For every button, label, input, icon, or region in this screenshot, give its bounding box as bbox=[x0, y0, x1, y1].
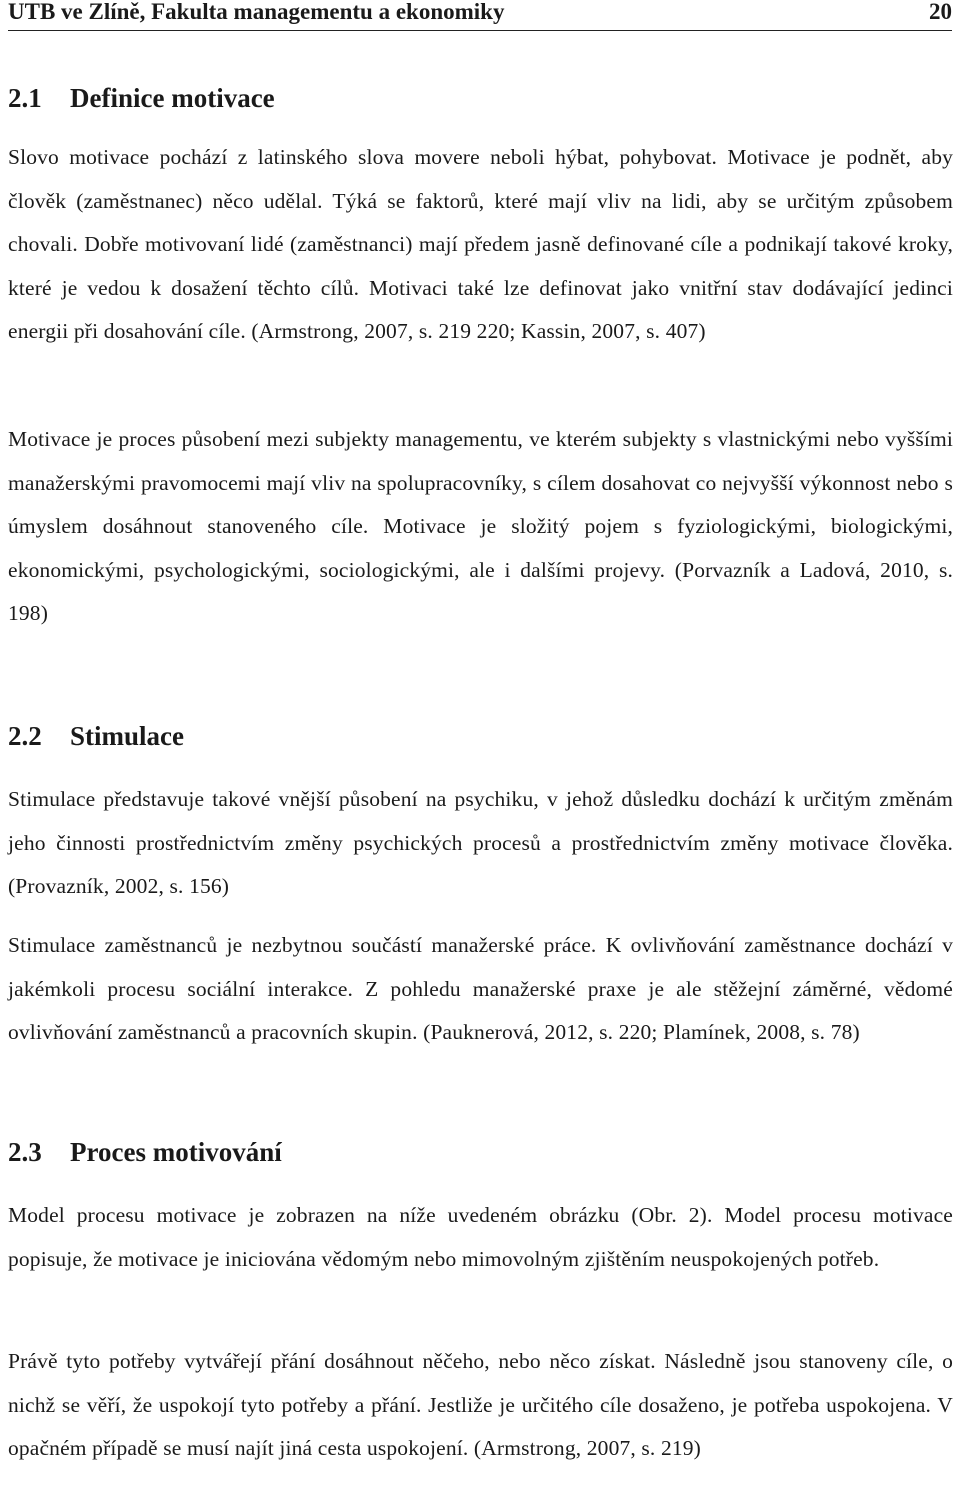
paragraph: Motivace je proces působení mezi subjekty managementu, ve kterém subjekty s vlastnickými nebo vyššími manažerskými pravomocemi mají vliv na spolupracovníky, s cílem dosahovat co nejvyšší výkonnost nebo s úmyslem dosáhnout stanoveného cíle. Motivace je složitý pojem s fyziologickými, biologickými, ekonomickými, psychologickými, sociologickými, ale i dalšími projevy. (Porvazník a Ladová, 2010, s. 198) bbox=[8, 427, 953, 625]
section-number: 2.2 bbox=[8, 721, 42, 751]
section-title: Stimulace bbox=[70, 721, 184, 751]
paragraph: Stimulace zaměstnanců je nezbytnou součástí manažerské práce. K ovlivňování zaměstnance dochází v jakémkoli procesu sociální interakce. Z pohledu manažerské praxe je ale stěžejní záměrné, vědomé ovlivňování zaměstnanců a pracovních skupin. (Pauknerová, 2012, s. 220; Plamínek, 2008, s. 78) bbox=[8, 933, 953, 1044]
section-heading-stimulace bbox=[8, 720, 184, 752]
section-title: Definice motivace bbox=[70, 83, 275, 113]
paragraph: Model procesu motivace je zobrazen na níže uvedeném obrázku (Obr. 2). Model procesu motivace popisuje, že motivace je iniciována vědomým nebo mimovolným zjištěním neuspokojených potřeb. bbox=[8, 1203, 953, 1271]
header-title: UTB ve Zlíně, Fakulta managementu a ekonomiky bbox=[8, 0, 505, 24]
running-header bbox=[8, 0, 952, 31]
paragraph: Slovo motivace pochází z latinského slova movere neboli hýbat, pohybovat. Motivace je podnět, aby člověk (zaměstnanec) něco udělal. Týká se faktorů, které mají vliv na lidi, aby se určitým způsobem chovali. Dobře motivovaní lidé (zaměstnanci) mají předem jasně definované cíle a podnikají takové kroky, které je vedou k dosažení těchto cílů. Motivaci také lze definovat jako vnitřní stav dodávající jedinci energii při dosahování cíle. (Armstrong, 2007, s. 219 220; Kassin, 2007, s. 407) bbox=[8, 145, 953, 343]
section-heading-proces-motivovani bbox=[8, 1136, 282, 1168]
paragraph: Stimulace představuje takové vnější působení na psychiku, v jehož důsledku dochází k určitým změnám jeho činnosti prostřednictvím změny psychických procesů a prostřednictvím změny motivace člověka. (Provazník, 2002, s. 156) bbox=[8, 787, 953, 898]
paragraph: Právě tyto potřeby vytvářejí přání dosáhnout něčeho, nebo něco získat. Následně jsou stanoveny cíle, o nichž se věří, že uspokojí tyto potřeby a přání. Jestliže je určitého cíle dosaženo, je potřeba uspokojena. V opačném případě se musí najít jiná cesta uspokojení. (Armstrong, 2007, s. 219) bbox=[8, 1349, 953, 1460]
section-number: 2.1 bbox=[8, 83, 42, 113]
section-number: 2.3 bbox=[8, 1137, 42, 1167]
section-title: Proces motivování bbox=[70, 1137, 282, 1167]
page-number: 20 bbox=[929, 0, 952, 24]
section-heading-definice-motivace bbox=[8, 82, 275, 114]
